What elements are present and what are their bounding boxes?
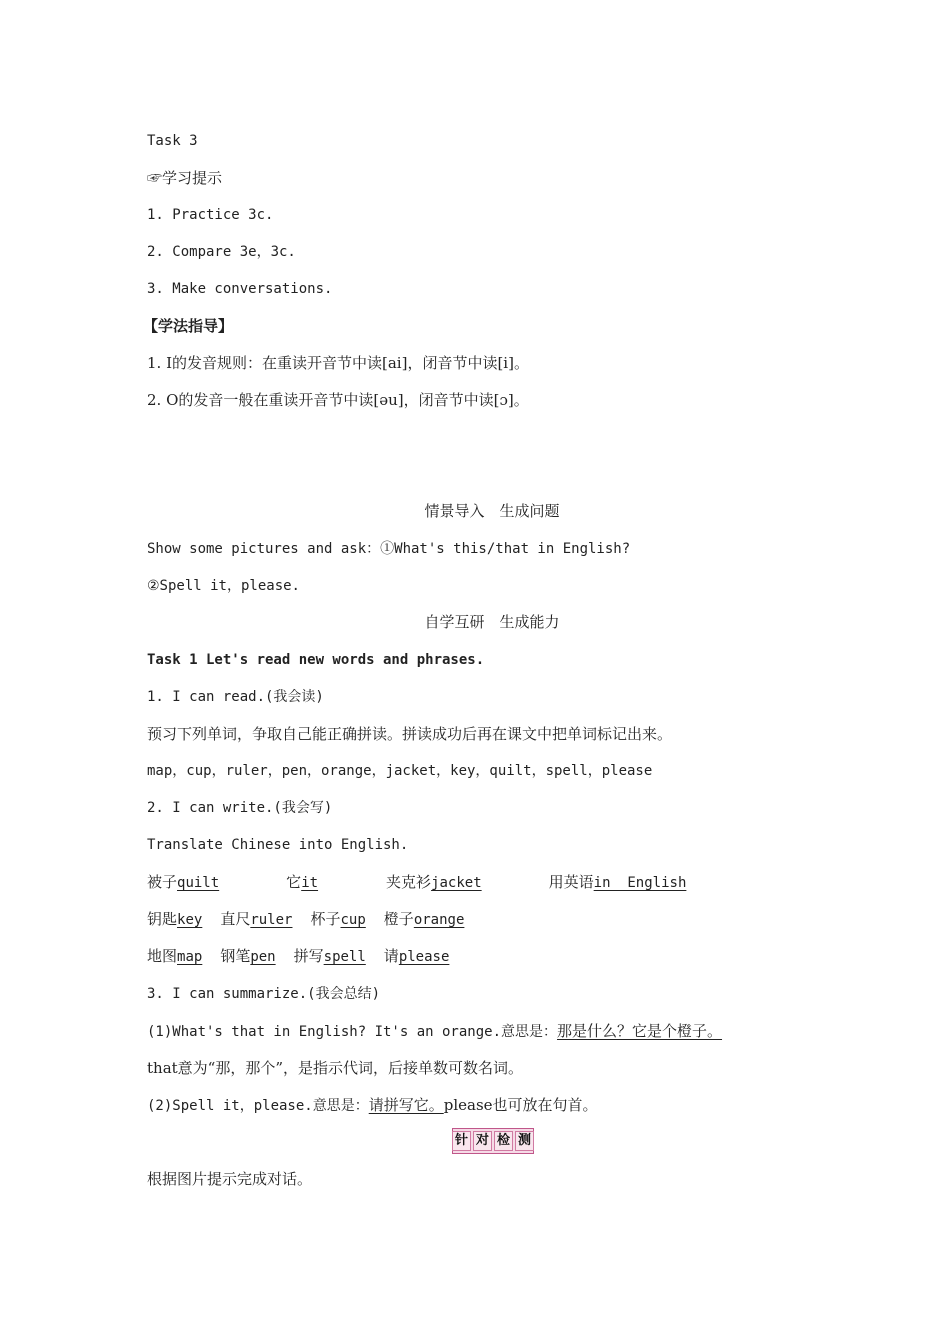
tip-item: 2. Compare 3e，3c. xyxy=(147,244,296,260)
self-study-heading: 自学互研 生成能力 xyxy=(424,613,560,631)
vocab-cn: 钥匙 xyxy=(147,910,178,928)
vocab-cn: 地图 xyxy=(147,947,178,965)
vocab-cn: 用英语 xyxy=(548,873,594,891)
vocab-answer: map xyxy=(177,949,203,965)
vocab-cn: 请 xyxy=(383,947,399,965)
vocab-answer: spell xyxy=(323,949,366,965)
tip-item: 3. Make conversations. xyxy=(147,281,333,297)
method-item: 2. O的发音一般在重读开音节中读[əu]，闭音节中读[ɔ]。 xyxy=(147,391,529,409)
intro-line: Show some pictures and ask：①What's this/that in English? xyxy=(147,541,631,557)
vocab-answer: key xyxy=(177,912,203,928)
summary-answer: 那是什么？它是个橙子。 xyxy=(557,1022,723,1040)
vocab-row xyxy=(147,909,464,930)
intro-heading: 情景导入 生成问题 xyxy=(424,502,560,520)
task1-title: Task 1 Let's read new words and phrases. xyxy=(147,652,485,668)
summary-line xyxy=(147,1095,598,1116)
check-instruction: 根据图片提示完成对话。 xyxy=(147,1170,313,1188)
summary-note: that意为“那，那个”，是指示代词，后接单数可数名词。 xyxy=(147,1059,523,1077)
vocab-cn: 拼写 xyxy=(293,947,324,965)
vocab-cn: 钢笔 xyxy=(220,947,251,965)
vocab-answer: in English xyxy=(593,875,687,891)
tip-heading: ☞学习提示 xyxy=(147,169,223,187)
write-title: 2. I can write.(我会写) xyxy=(147,800,333,816)
read-title: 1. I can read.(我会读) xyxy=(147,689,324,705)
read-words: map，cup，ruler，pen，orange，jacket，key，quilt，spell，please xyxy=(147,763,653,779)
method-heading: 【学法指导】 xyxy=(143,317,234,335)
vocab-row xyxy=(147,872,686,893)
summary-suffix: please也可放在句首。 xyxy=(443,1096,598,1114)
vocab-cn: 它 xyxy=(286,873,302,891)
vocab-answer: it xyxy=(301,875,319,891)
vocab-answer: orange xyxy=(413,912,465,928)
intro-line: ②Spell it，please. xyxy=(147,578,300,594)
badge-char: 针 xyxy=(452,1131,471,1151)
vocab-cn: 被子 xyxy=(147,873,178,891)
badge-char: 测 xyxy=(515,1131,534,1151)
read-instruction: 预习下列单词，争取自己能正确拼读。拼读成功后再在课文中把单词标记出来。 xyxy=(147,725,673,743)
vocab-row xyxy=(147,946,449,967)
vocab-cn: 直尺 xyxy=(220,910,251,928)
tip-item: 1. Practice 3c. xyxy=(147,207,274,223)
vocab-answer: pen xyxy=(250,949,276,965)
vocab-cn: 橙子 xyxy=(383,910,414,928)
vocab-cn: 杯子 xyxy=(310,910,341,928)
vocab-cn: 夹克衫 xyxy=(386,873,432,891)
vocab-answer: jacket xyxy=(431,875,482,891)
check-badge xyxy=(452,1128,534,1154)
method-item: 1. I的发音规则：在重读开音节中读[ai]，闭音节中读[i]。 xyxy=(147,354,529,372)
write-instruction: Translate Chinese into English. xyxy=(147,837,409,853)
vocab-answer: cup xyxy=(340,912,366,928)
summary-line xyxy=(147,1021,722,1042)
vocab-answer: ruler xyxy=(250,912,293,928)
badge-char: 对 xyxy=(473,1131,492,1151)
summarize-title: 3. I can summarize.(我会总结) xyxy=(147,986,381,1002)
vocab-answer: quilt xyxy=(177,875,220,891)
vocab-answer: please xyxy=(398,949,450,965)
summary-text: (2)Spell it，please.意思是： xyxy=(147,1098,369,1114)
summary-text: (1)What's that in English? It's an orange.意思是： xyxy=(147,1024,558,1040)
task3-title: Task 3 xyxy=(147,133,198,149)
badge-char: 检 xyxy=(494,1131,513,1151)
summary-answer: 请拼写它。 xyxy=(368,1096,444,1114)
